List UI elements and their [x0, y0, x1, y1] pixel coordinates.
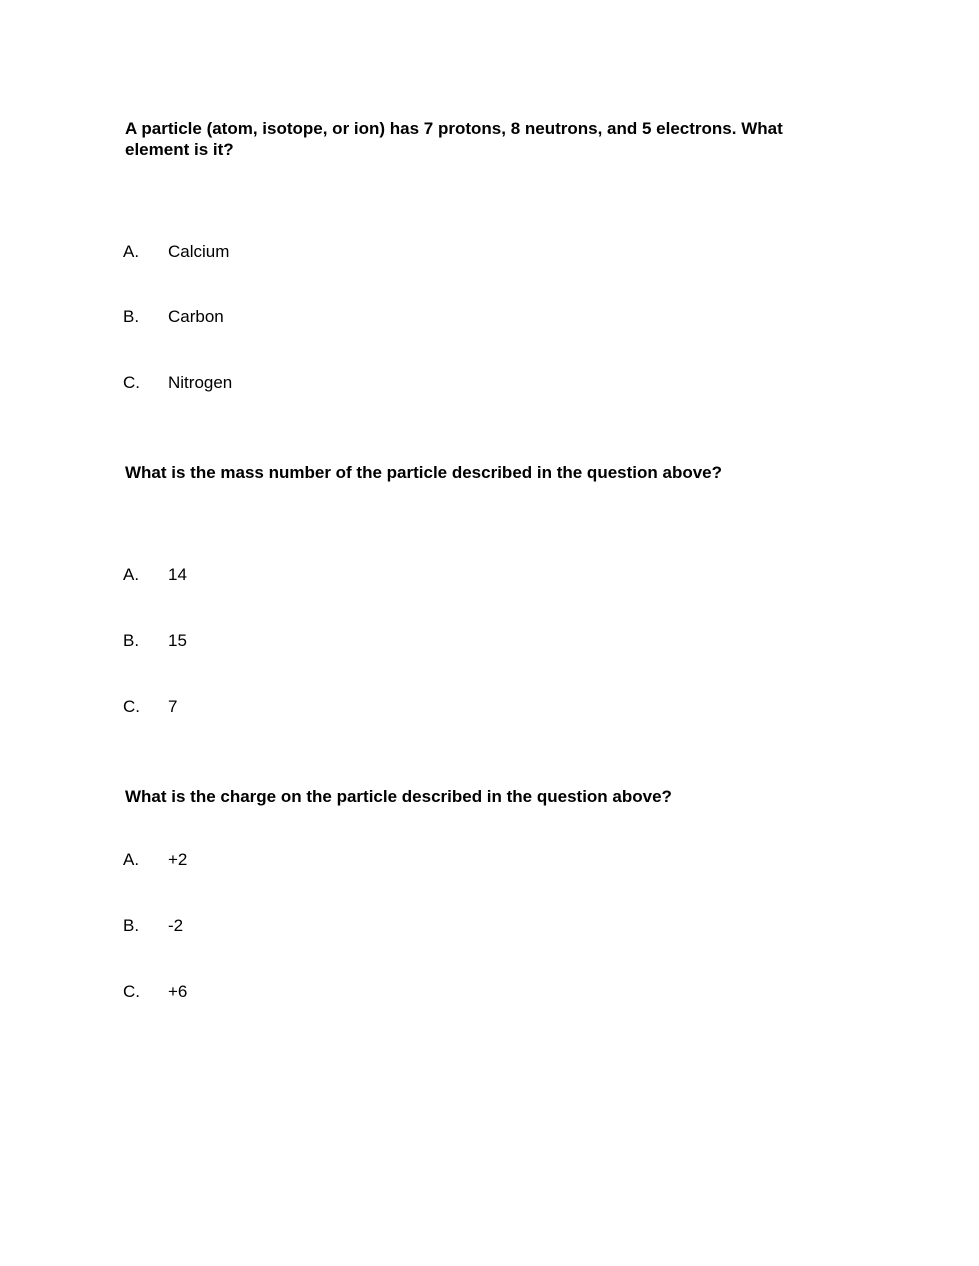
option-letter: A.	[123, 565, 140, 584]
option-text: +2	[168, 850, 188, 869]
option-letter: C.	[123, 697, 140, 716]
option-text: 14	[168, 565, 187, 584]
option-text: +6	[168, 982, 188, 1001]
option-text: Carbon	[168, 307, 224, 326]
option-text: Nitrogen	[168, 373, 233, 392]
option-letter: B.	[123, 307, 140, 326]
option-text: 7	[168, 697, 178, 716]
option-letter: C.	[123, 373, 140, 392]
option-letter: A.	[123, 242, 140, 261]
option-letter: B.	[123, 916, 140, 935]
question-1-prompt: A particle (atom, isotope, or ion) has 7 protons, 8 neutrons, and 5 electrons. What element is it?	[125, 119, 783, 159]
option-text: -2	[168, 916, 184, 935]
question-2-prompt: What is the mass number of the particle described in the question above?	[125, 463, 723, 482]
option-letter: B.	[123, 631, 140, 650]
option-letter: C.	[123, 982, 140, 1001]
option-text: 15	[168, 631, 187, 650]
option-text: Calcium	[168, 242, 230, 261]
question-3-prompt: What is the charge on the particle described in the question above?	[125, 787, 672, 806]
option-letter: A.	[123, 850, 140, 869]
